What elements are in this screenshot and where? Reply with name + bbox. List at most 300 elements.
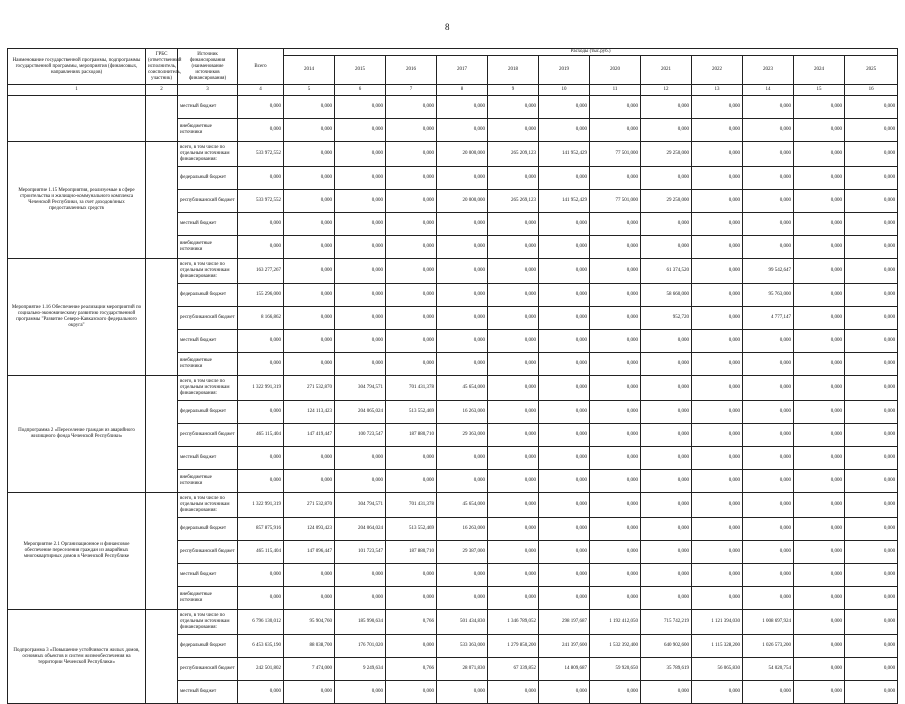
year-value-cell: 61 374,520	[641, 259, 692, 284]
year-value-cell: 0,000	[386, 167, 437, 190]
year-value-cell: 0,000	[386, 213, 437, 236]
year-value-cell: 0,000	[692, 190, 743, 213]
year-value-cell: 147 096,447	[284, 541, 335, 564]
year-value-cell: 0,000	[845, 447, 898, 470]
year-value-cell: 0,000	[488, 353, 539, 376]
year-value-cell: 0,000	[794, 284, 845, 307]
year-value-cell: 0,000	[794, 681, 845, 704]
year-value-cell: 58 660,000	[641, 284, 692, 307]
year-value-cell: 0,000	[794, 541, 845, 564]
year-value-cell: 0,000	[284, 681, 335, 704]
year-value-cell: 0,000	[335, 190, 386, 213]
year-value-cell: 0,000	[437, 96, 488, 119]
year-value-cell: 0,766	[386, 658, 437, 681]
year-value-cell: 0,000	[488, 447, 539, 470]
year-value-cell: 0,000	[386, 96, 437, 119]
year-value-cell: 0,000	[845, 259, 898, 284]
funding-source-cell: всего, в том числе по отдельным источникам финансирования:	[178, 376, 238, 401]
funding-source-cell: федеральный бюджет	[178, 635, 238, 658]
year-value-cell: 100 723,547	[335, 424, 386, 447]
year-value-cell: 0,000	[641, 564, 692, 587]
year-value-cell: 501 434,830	[437, 610, 488, 635]
total-cell: 155 296,000	[238, 284, 284, 307]
program-name-cell: Мероприятие 1.16 Обеспечение реализации мероприятий по социально-экономическому развитию государственной программы "Развитие Северо-Кавказского федерального округа"	[8, 259, 146, 376]
table-row	[8, 142, 898, 167]
year-value-cell: 0,000	[539, 447, 590, 470]
year-value-cell: 147 419,447	[284, 424, 335, 447]
year-value-cell: 0,000	[386, 635, 437, 658]
year-value-cell: 0,000	[794, 470, 845, 493]
funding-source-cell: местный бюджет	[178, 681, 238, 704]
year-value-cell: 0,000	[590, 259, 641, 284]
column-number: 15	[794, 85, 845, 96]
year-value-cell: 0,000	[794, 96, 845, 119]
year-value-cell: 0,000	[488, 259, 539, 284]
year-value-cell: 0,000	[692, 541, 743, 564]
year-value-cell: 0,000	[590, 424, 641, 447]
year-value-cell: 0,000	[743, 541, 794, 564]
year-value-cell: 0,000	[284, 167, 335, 190]
year-value-cell: 45 654,000	[437, 376, 488, 401]
year-value-cell: 513 552,469	[386, 518, 437, 541]
year-value-cell: 0,000	[437, 213, 488, 236]
year-value-cell: 0,000	[692, 213, 743, 236]
year-value-cell: 0,000	[845, 493, 898, 518]
year-value-cell: 101 723,547	[335, 541, 386, 564]
year-value-cell: 0,000	[692, 236, 743, 259]
year-value-cell: 0,000	[641, 236, 692, 259]
year-value-cell: 0,000	[641, 470, 692, 493]
year-value-cell: 0,000	[590, 284, 641, 307]
year-value-cell: 20 000,000	[437, 142, 488, 167]
year-value-cell: 0,000	[335, 470, 386, 493]
year-value-cell: 0,000	[641, 541, 692, 564]
year-value-cell: 0,000	[335, 353, 386, 376]
year-value-cell: 0,000	[539, 564, 590, 587]
year-value-cell: 88 038,700	[284, 635, 335, 658]
year-value-cell: 0,000	[743, 493, 794, 518]
year-value-cell: 16 263,000	[437, 401, 488, 424]
year-value-cell: 185 990,634	[335, 610, 386, 635]
year-value-cell: 4 777,147	[743, 307, 794, 330]
year-value-cell: 0,000	[335, 96, 386, 119]
grbs-cell	[146, 259, 178, 376]
year-value-cell: 0,000	[386, 307, 437, 330]
year-value-cell: 0,000	[845, 401, 898, 424]
grbs-cell	[146, 376, 178, 493]
header-year: 2023	[743, 56, 794, 85]
year-value-cell: 0,000	[437, 167, 488, 190]
table-header-row	[8, 49, 898, 56]
total-cell: 1 322 991,319	[238, 376, 284, 401]
year-value-cell: 0,000	[743, 424, 794, 447]
year-value-cell: 99 542,647	[743, 259, 794, 284]
year-value-cell: 0,000	[590, 330, 641, 353]
year-value-cell: 0,000	[794, 401, 845, 424]
year-value-cell: 952,720	[641, 307, 692, 330]
year-value-cell: 0,000	[845, 424, 898, 447]
year-value-cell: 0,000	[284, 470, 335, 493]
year-value-cell: 0,000	[590, 353, 641, 376]
year-value-cell: 0,000	[794, 493, 845, 518]
year-value-cell: 0,000	[335, 213, 386, 236]
funding-source-cell: федеральный бюджет	[178, 167, 238, 190]
year-value-cell: 0,000	[284, 353, 335, 376]
year-value-cell: 0,000	[590, 96, 641, 119]
year-value-cell: 0,000	[641, 518, 692, 541]
year-value-cell: 1 532 392,400	[590, 635, 641, 658]
year-value-cell: 0,000	[488, 307, 539, 330]
year-value-cell: 0,000	[284, 142, 335, 167]
funding-source-cell: местный бюджет	[178, 330, 238, 353]
year-value-cell: 0,000	[845, 96, 898, 119]
year-value-cell: 0,000	[539, 259, 590, 284]
year-value-cell: 0,000	[437, 284, 488, 307]
year-value-cell: 141 952,429	[539, 190, 590, 213]
year-value-cell: 0,000	[845, 330, 898, 353]
year-value-cell: 0,000	[335, 259, 386, 284]
total-cell: 0,000	[238, 447, 284, 470]
year-value-cell: 0,000	[845, 167, 898, 190]
column-number: 9	[488, 85, 539, 96]
year-value-cell: 0,000	[794, 658, 845, 681]
total-cell: 0,000	[238, 681, 284, 704]
year-value-cell: 176 701,020	[335, 635, 386, 658]
year-value-cell: 0,000	[845, 470, 898, 493]
program-name-cell: Подпрограмма 2 «Переселение граждан из аварийного жилищного фонда Чеченской Республики»	[8, 376, 146, 493]
year-value-cell: 0,000	[743, 330, 794, 353]
year-value-cell: 0,000	[845, 284, 898, 307]
year-value-cell: 715 742,219	[641, 610, 692, 635]
year-value-cell: 640 902,600	[641, 635, 692, 658]
year-value-cell: 0,000	[386, 330, 437, 353]
total-cell: 0,000	[238, 167, 284, 190]
year-value-cell: 0,000	[284, 119, 335, 142]
year-value-cell: 1 115 328,200	[692, 635, 743, 658]
total-cell: 0,000	[238, 564, 284, 587]
year-value-cell: 0,000	[488, 167, 539, 190]
year-value-cell: 0,000	[590, 401, 641, 424]
header-year: 2014	[284, 56, 335, 85]
year-value-cell: 0,000	[590, 681, 641, 704]
year-value-cell: 0,000	[794, 518, 845, 541]
year-value-cell: 14 809,687	[539, 658, 590, 681]
year-value-cell: 0,000	[794, 330, 845, 353]
year-value-cell: 1 121 394,030	[692, 610, 743, 635]
year-value-cell: 67 339,852	[488, 658, 539, 681]
year-value-cell: 0,000	[590, 167, 641, 190]
year-value-cell: 0,000	[692, 119, 743, 142]
year-value-cell: 0,000	[488, 518, 539, 541]
grbs-cell	[146, 142, 178, 259]
year-value-cell: 533 363,000	[437, 635, 488, 658]
year-value-cell: 0,000	[284, 330, 335, 353]
year-value-cell: 0,000	[845, 518, 898, 541]
year-value-cell: 29 387,000	[437, 541, 488, 564]
year-value-cell: 0,000	[335, 142, 386, 167]
funding-source-cell: внебюджетные источники	[178, 353, 238, 376]
year-value-cell: 0,000	[488, 96, 539, 119]
year-value-cell: 0,000	[845, 142, 898, 167]
total-cell: 163 277,267	[238, 259, 284, 284]
year-value-cell: 0,000	[335, 587, 386, 610]
header-program-name: Наименование государственной программы, подпрограммы государственной программы, мероприятия (финансовых, направлениях расходов)	[8, 49, 146, 85]
program-name-cell: Подпрограмма 3 «Повышение устойчивости жилых домов, основных объектов и систем жизнеобеспечения на территории Чеченской Республики»	[8, 610, 146, 704]
year-value-cell: 0,000	[845, 236, 898, 259]
year-value-cell: 20 000,000	[437, 190, 488, 213]
funding-source-cell: местный бюджет	[178, 213, 238, 236]
year-value-cell: 0,000	[386, 259, 437, 284]
year-value-cell: 0,000	[488, 587, 539, 610]
year-value-cell: 0,000	[692, 470, 743, 493]
year-value-cell: 0,000	[692, 447, 743, 470]
total-cell: 0,000	[238, 96, 284, 119]
funding-source-cell: всего, в том числе по отдельным источникам финансирования:	[178, 259, 238, 284]
year-value-cell: 124 093,423	[284, 518, 335, 541]
program-name-cell: Мероприятие 1.15 Мероприятия, реализуемые в сфере строительства и жилищно-коммунального комплекса Чеченской Республики, за счет доходов/иных предоставленных средств	[8, 142, 146, 259]
year-value-cell: 0,000	[437, 564, 488, 587]
year-value-cell: 0,000	[386, 681, 437, 704]
year-value-cell: 0,000	[743, 142, 794, 167]
year-value-cell: 0,000	[845, 658, 898, 681]
total-cell: 533 972,552	[238, 142, 284, 167]
year-value-cell: 0,000	[845, 541, 898, 564]
year-value-cell: 0,000	[539, 376, 590, 401]
year-value-cell: 0,000	[794, 424, 845, 447]
column-number: 10	[539, 85, 590, 96]
year-value-cell: 0,000	[335, 307, 386, 330]
year-value-cell: 0,000	[590, 541, 641, 564]
year-value-cell: 0,000	[692, 284, 743, 307]
year-value-cell: 0,000	[845, 681, 898, 704]
column-number: 12	[641, 85, 692, 96]
header-year: 2022	[692, 56, 743, 85]
year-value-cell: 701 431,378	[386, 376, 437, 401]
year-value-cell: 0,000	[488, 119, 539, 142]
year-value-cell: 0,000	[692, 564, 743, 587]
year-value-cell: 0,000	[692, 401, 743, 424]
year-value-cell: 0,000	[743, 236, 794, 259]
funding-source-cell: внебюджетные источники	[178, 470, 238, 493]
year-value-cell: 0,000	[488, 470, 539, 493]
year-value-cell: 0,000	[335, 119, 386, 142]
total-cell: 6 453 635,190	[238, 635, 284, 658]
year-value-cell: 45 654,000	[437, 493, 488, 518]
table-row	[8, 96, 898, 119]
year-value-cell: 204 065,024	[335, 401, 386, 424]
header-year: 2020	[590, 56, 641, 85]
funding-source-cell: федеральный бюджет	[178, 401, 238, 424]
year-value-cell: 1 279 850,200	[488, 635, 539, 658]
year-value-cell: 0,000	[794, 190, 845, 213]
grbs-cell	[146, 493, 178, 610]
year-value-cell: 0,000	[284, 587, 335, 610]
year-value-cell: 0,000	[386, 284, 437, 307]
year-value-cell: 0,000	[743, 518, 794, 541]
year-value-cell: 0,000	[539, 470, 590, 493]
funding-source-cell: внебюджетные источники	[178, 119, 238, 142]
funding-source-cell: внебюджетные источники	[178, 587, 238, 610]
year-value-cell: 0,000	[692, 376, 743, 401]
funding-source-cell: федеральный бюджет	[178, 284, 238, 307]
year-value-cell: 0,000	[692, 142, 743, 167]
year-value-cell: 0,000	[845, 564, 898, 587]
year-value-cell: 0,000	[437, 353, 488, 376]
year-value-cell: 0,000	[794, 587, 845, 610]
year-value-cell: 0,000	[488, 681, 539, 704]
year-value-cell: 0,000	[437, 307, 488, 330]
year-value-cell: 0,000	[692, 424, 743, 447]
grbs-cell	[146, 96, 178, 142]
year-value-cell: 0,000	[386, 447, 437, 470]
year-value-cell: 0,000	[845, 376, 898, 401]
total-cell: 0,000	[238, 213, 284, 236]
year-value-cell: 0,000	[335, 284, 386, 307]
year-value-cell: 0,000	[539, 401, 590, 424]
year-value-cell: 0,000	[386, 119, 437, 142]
year-value-cell: 0,000	[743, 190, 794, 213]
year-value-cell: 0,000	[641, 376, 692, 401]
year-value-cell: 0,000	[437, 236, 488, 259]
column-number: 4	[238, 85, 284, 96]
year-value-cell: 0,000	[488, 376, 539, 401]
header-year: 2019	[539, 56, 590, 85]
year-value-cell: 16 263,000	[437, 518, 488, 541]
year-value-cell: 77 501,000	[590, 190, 641, 213]
year-value-cell: 0,000	[692, 96, 743, 119]
year-value-cell: 0,000	[335, 564, 386, 587]
year-value-cell: 0,000	[386, 142, 437, 167]
year-value-cell: 0,000	[437, 587, 488, 610]
year-value-cell: 0,000	[794, 610, 845, 635]
table-row	[8, 610, 898, 635]
year-value-cell: 0,000	[539, 307, 590, 330]
year-value-cell: 0,000	[590, 376, 641, 401]
year-value-cell: 0,000	[845, 307, 898, 330]
column-number: 7	[386, 85, 437, 96]
year-value-cell: 0,000	[590, 564, 641, 587]
year-value-cell: 0,000	[692, 307, 743, 330]
year-value-cell: 0,000	[284, 307, 335, 330]
year-value-cell: 0,000	[794, 119, 845, 142]
header-funding-source: Источник финансирования (наименование источников финансирования)	[178, 49, 238, 85]
total-cell: 0,000	[238, 236, 284, 259]
total-cell: 0,000	[238, 119, 284, 142]
year-value-cell: 0,000	[437, 447, 488, 470]
funding-source-cell: внебюджетные источники	[178, 236, 238, 259]
year-value-cell: 0,000	[488, 493, 539, 518]
total-cell: 465 115,404	[238, 541, 284, 564]
year-value-cell: 0,000	[386, 470, 437, 493]
year-value-cell: 0,000	[641, 96, 692, 119]
funding-source-cell: республиканский бюджет	[178, 658, 238, 681]
total-cell: 533 972,552	[238, 190, 284, 213]
year-value-cell: 0,000	[641, 401, 692, 424]
year-value-cell: 298 197,687	[539, 610, 590, 635]
year-value-cell: 0,000	[743, 376, 794, 401]
year-value-cell: 0,000	[794, 307, 845, 330]
year-value-cell: 0,000	[335, 330, 386, 353]
year-value-cell: 95 904,760	[284, 610, 335, 635]
year-value-cell: 9 249,634	[335, 658, 386, 681]
year-value-cell: 0,000	[539, 587, 590, 610]
year-value-cell: 1 346 789,052	[488, 610, 539, 635]
funding-source-cell: местный бюджет	[178, 447, 238, 470]
year-value-cell: 187 880,710	[386, 424, 437, 447]
year-value-cell: 0,000	[539, 424, 590, 447]
column-number: 8	[437, 85, 488, 96]
year-value-cell: 0,000	[692, 330, 743, 353]
year-value-cell: 0,000	[386, 353, 437, 376]
program-name-cell	[8, 96, 146, 142]
year-value-cell: 1 008 697,924	[743, 610, 794, 635]
total-cell: 1 322 991,319	[238, 493, 284, 518]
year-value-cell: 0,000	[539, 353, 590, 376]
header-year: 2021	[641, 56, 692, 85]
total-cell: 857 875,916	[238, 518, 284, 541]
year-value-cell: 0,000	[641, 493, 692, 518]
year-value-cell: 0,000	[743, 681, 794, 704]
year-value-cell: 0,000	[437, 259, 488, 284]
year-value-cell: 271 532,870	[284, 493, 335, 518]
year-value-cell: 0,000	[641, 681, 692, 704]
grbs-cell	[146, 610, 178, 704]
funding-source-cell: республиканский бюджет	[178, 307, 238, 330]
year-value-cell: 0,000	[284, 284, 335, 307]
total-cell: 0,000	[238, 470, 284, 493]
table-row	[8, 493, 898, 518]
year-value-cell: 0,000	[539, 167, 590, 190]
year-value-cell: 0,000	[488, 424, 539, 447]
year-value-cell: 0,000	[743, 447, 794, 470]
column-number: 11	[590, 85, 641, 96]
year-value-cell: 0,000	[590, 493, 641, 518]
year-value-cell: 0,000	[386, 587, 437, 610]
funding-source-cell: республиканский бюджет	[178, 190, 238, 213]
year-value-cell: 265 269,123	[488, 190, 539, 213]
year-value-cell: 0,000	[794, 213, 845, 236]
year-value-cell: 304 794,571	[335, 376, 386, 401]
year-value-cell: 0,000	[845, 119, 898, 142]
total-cell: 0,000	[238, 353, 284, 376]
year-value-cell: 0,000	[845, 635, 898, 658]
year-value-cell: 0,000	[590, 587, 641, 610]
year-value-cell: 0,000	[692, 681, 743, 704]
program-name-cell: Мероприятие 2.1 Организационное и финансовое обеспечение переселения граждан из аварийных многоквартирных домов в Чеченской Республике	[8, 493, 146, 610]
year-value-cell: 141 952,429	[539, 142, 590, 167]
year-value-cell: 0,000	[386, 236, 437, 259]
year-value-cell: 0,000	[539, 284, 590, 307]
year-value-cell: 241 397,600	[539, 635, 590, 658]
year-value-cell: 77 501,000	[590, 142, 641, 167]
year-value-cell: 0,000	[692, 587, 743, 610]
header-year: 2015	[335, 56, 386, 85]
funding-source-cell: всего, в том числе по отдельным источникам финансирования:	[178, 142, 238, 167]
year-value-cell: 271 532,870	[284, 376, 335, 401]
header-total: Всего	[238, 49, 284, 85]
year-value-cell: 0,000	[692, 518, 743, 541]
year-value-cell: 59 920,650	[590, 658, 641, 681]
year-value-cell: 1 192 412,050	[590, 610, 641, 635]
year-value-cell: 0,000	[386, 190, 437, 213]
funding-source-cell: федеральный бюджет	[178, 518, 238, 541]
total-cell: 0,000	[238, 401, 284, 424]
year-value-cell: 0,000	[641, 447, 692, 470]
year-value-cell: 0,000	[845, 610, 898, 635]
header-year: 2025	[845, 56, 898, 85]
year-value-cell: 0,000	[641, 353, 692, 376]
year-value-cell: 0,000	[539, 119, 590, 142]
